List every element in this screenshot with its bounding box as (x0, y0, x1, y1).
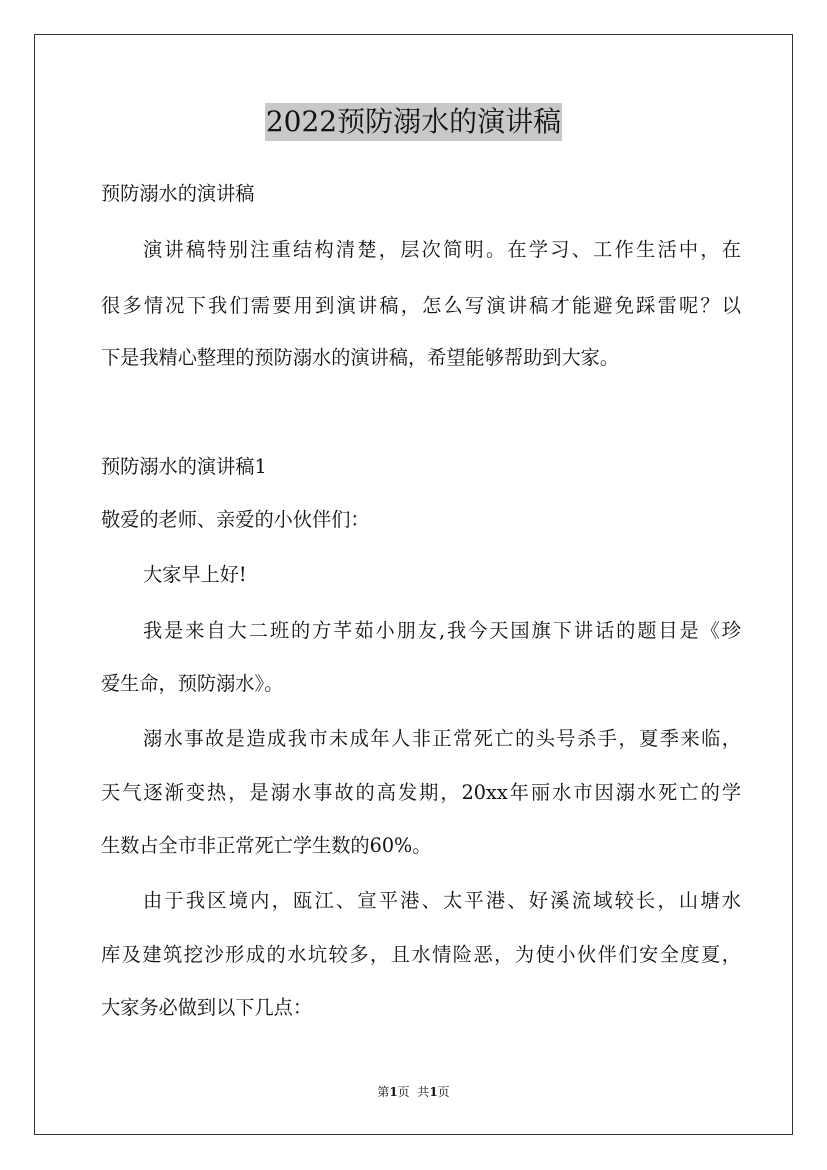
section-heading: 预防溺水的演讲稿1 (101, 455, 267, 478)
footer-page-total: 1 (429, 1085, 438, 1099)
para2-line-1: 溺水事故是造成我市未成年人非正常死亡的头号杀手，夏季来临， (143, 727, 741, 750)
para3-line-3: 大家务必做到以下几点： (101, 996, 313, 1019)
para3-line-2: 库及建筑挖沙形成的水坑较多，且水情险恶，为使小伙伴们安全度夏， (101, 943, 741, 966)
para1-line-1: 我是来自大二班的方芊茹小朋友,我今天国旗下讲话的题目是《珍 (143, 619, 741, 642)
document-title: 2022预防溺水的演讲稿 (265, 103, 562, 141)
footer-mid: 页 共 (397, 1085, 430, 1099)
intro-line-2: 很多情况下我们需要用到演讲稿，怎么写演讲稿才能避免踩雷呢？以 (101, 294, 741, 317)
para2-line-3: 生数占全市非正常死亡学生数的60%。 (101, 834, 432, 857)
page-footer (0, 1084, 827, 1100)
para1-line-2: 爱生命，预防溺水》。 (101, 672, 284, 695)
footer-suffix: 页 (437, 1085, 450, 1099)
intro-line-3: 下是我精心整理的预防溺水的演讲稿，希望能够帮助到大家。 (101, 346, 620, 369)
salutation: 敬爱的老师、亲爱的小伙伴们： (101, 508, 370, 531)
subtitle: 预防溺水的演讲稿 (101, 182, 255, 205)
footer-prefix: 第 (377, 1085, 390, 1099)
greeting: 大家早上好! (143, 563, 247, 586)
intro-line-1: 演讲稿特别注重结构清楚，层次简明。在学习、工作生活中，在 (143, 238, 741, 261)
para2-line-2: 天气逐渐变热，是溺水事故的高发期，20xx年丽水市因溺水死亡的学 (101, 781, 741, 804)
title-wrap (0, 103, 827, 141)
footer-page-num: 1 (389, 1085, 398, 1099)
para3-line-1: 由于我区境内，瓯江、宣平港、太平港、好溪流域较长，山塘水 (143, 889, 741, 912)
